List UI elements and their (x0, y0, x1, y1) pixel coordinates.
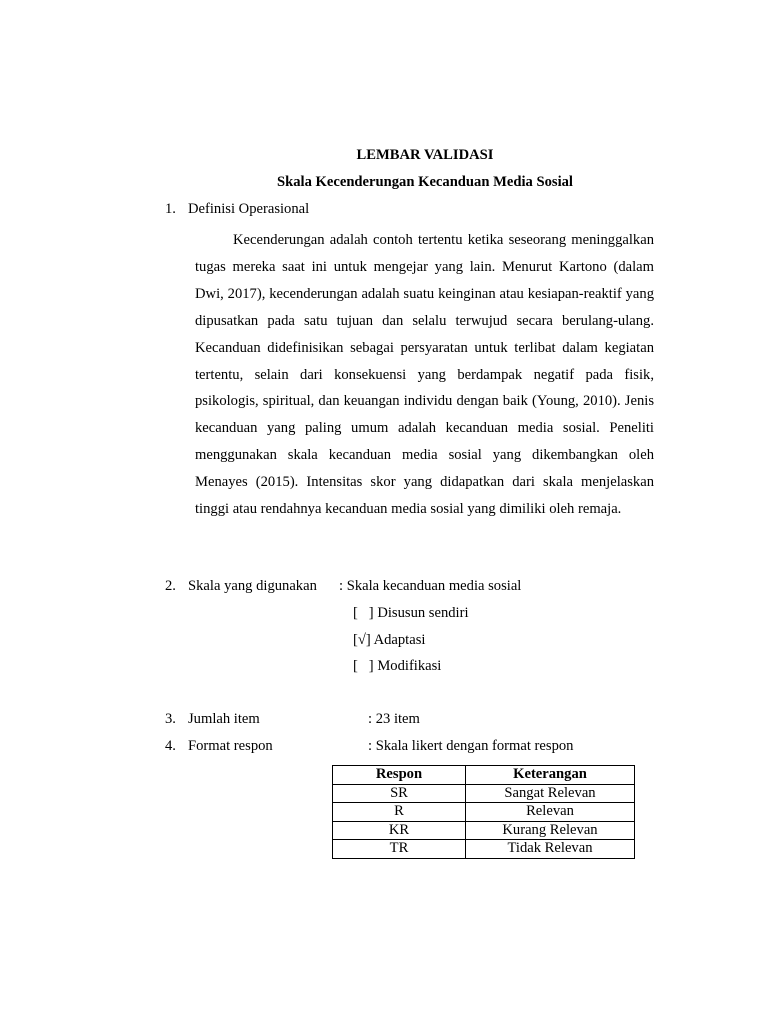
section-1-heading: Definisi Operasional (188, 201, 310, 217)
table-cell-description: Tidak Relevan (466, 840, 635, 859)
table-cell-code: R (333, 803, 466, 822)
table-header-row (333, 766, 635, 785)
table-cell-code: SR (333, 784, 466, 803)
section-2-number: 2. (165, 578, 176, 594)
document-subtitle: Skala Kecenderungan Kecanduan Media Sosial (277, 174, 573, 190)
table-row (333, 840, 635, 859)
document-title: LEMBAR VALIDASI (356, 147, 494, 163)
table-row (333, 821, 635, 840)
table-cell-description: Sangat Relevan (466, 784, 635, 803)
table-row (333, 784, 635, 803)
table-cell-description: Relevan (466, 803, 635, 822)
option-disusun-sendiri: [ ] Disusun sendiri (353, 605, 469, 621)
table-header-respon: Respon (333, 766, 466, 785)
section-3-number: 3. (165, 711, 176, 727)
section-3-label: Jumlah item (188, 711, 260, 727)
option-modifikasi: [ ] Modifikasi (353, 658, 442, 674)
definition-text: Kecenderungan adalah contoh tertentu ketika seseorang meninggalkan tugas mereka saat ini untuk mengejar yang lain. Menurut Kartono (dalam Dwi, 2017), kecenderungan adalah suatu keinginan atau kesiapan-reaktif yang dipusatkan pada satu tujuan dan selalu terwujud secara berulang-ulang. Kecanduan didefinisikan sebagai persyaratan untuk terlibat dalam kegiatan tertentu, selain dari konsekuensi yang berdampak negatif pada fisik, psikologis, spiritual, dan keuangan individu dengan baik (Young, 2010). Jenis kecanduan yang paling umum adalah kecanduan media sosial. Peneliti menggunakan skala kecanduan media sosial yang dikembangkan oleh Menayes (2015). Intensitas skor yang didapatkan dari skala menjelaskan tinggi atau rendahnya kecanduan media sosial yang dimiliki oleh remaja. (195, 232, 654, 518)
definition-paragraph (195, 227, 654, 523)
table-row (333, 803, 635, 822)
table-cell-description: Kurang Relevan (466, 821, 635, 840)
section-4-label: Format respon (188, 738, 273, 754)
section-3-value: : 23 item (368, 711, 420, 727)
section-1-number: 1. (165, 201, 176, 217)
table-header-keterangan: Keterangan (466, 766, 635, 785)
table-cell-code: KR (333, 821, 466, 840)
response-format-table (332, 765, 635, 859)
table-cell-code: TR (333, 840, 466, 859)
section-4-number: 4. (165, 738, 176, 754)
section-2-label: Skala yang digunakan (188, 578, 317, 594)
section-4-value: : Skala likert dengan format respon (368, 738, 574, 754)
section-2-value: : Skala kecanduan media sosial (339, 578, 522, 594)
option-adaptasi: [√] Adaptasi (353, 632, 426, 648)
